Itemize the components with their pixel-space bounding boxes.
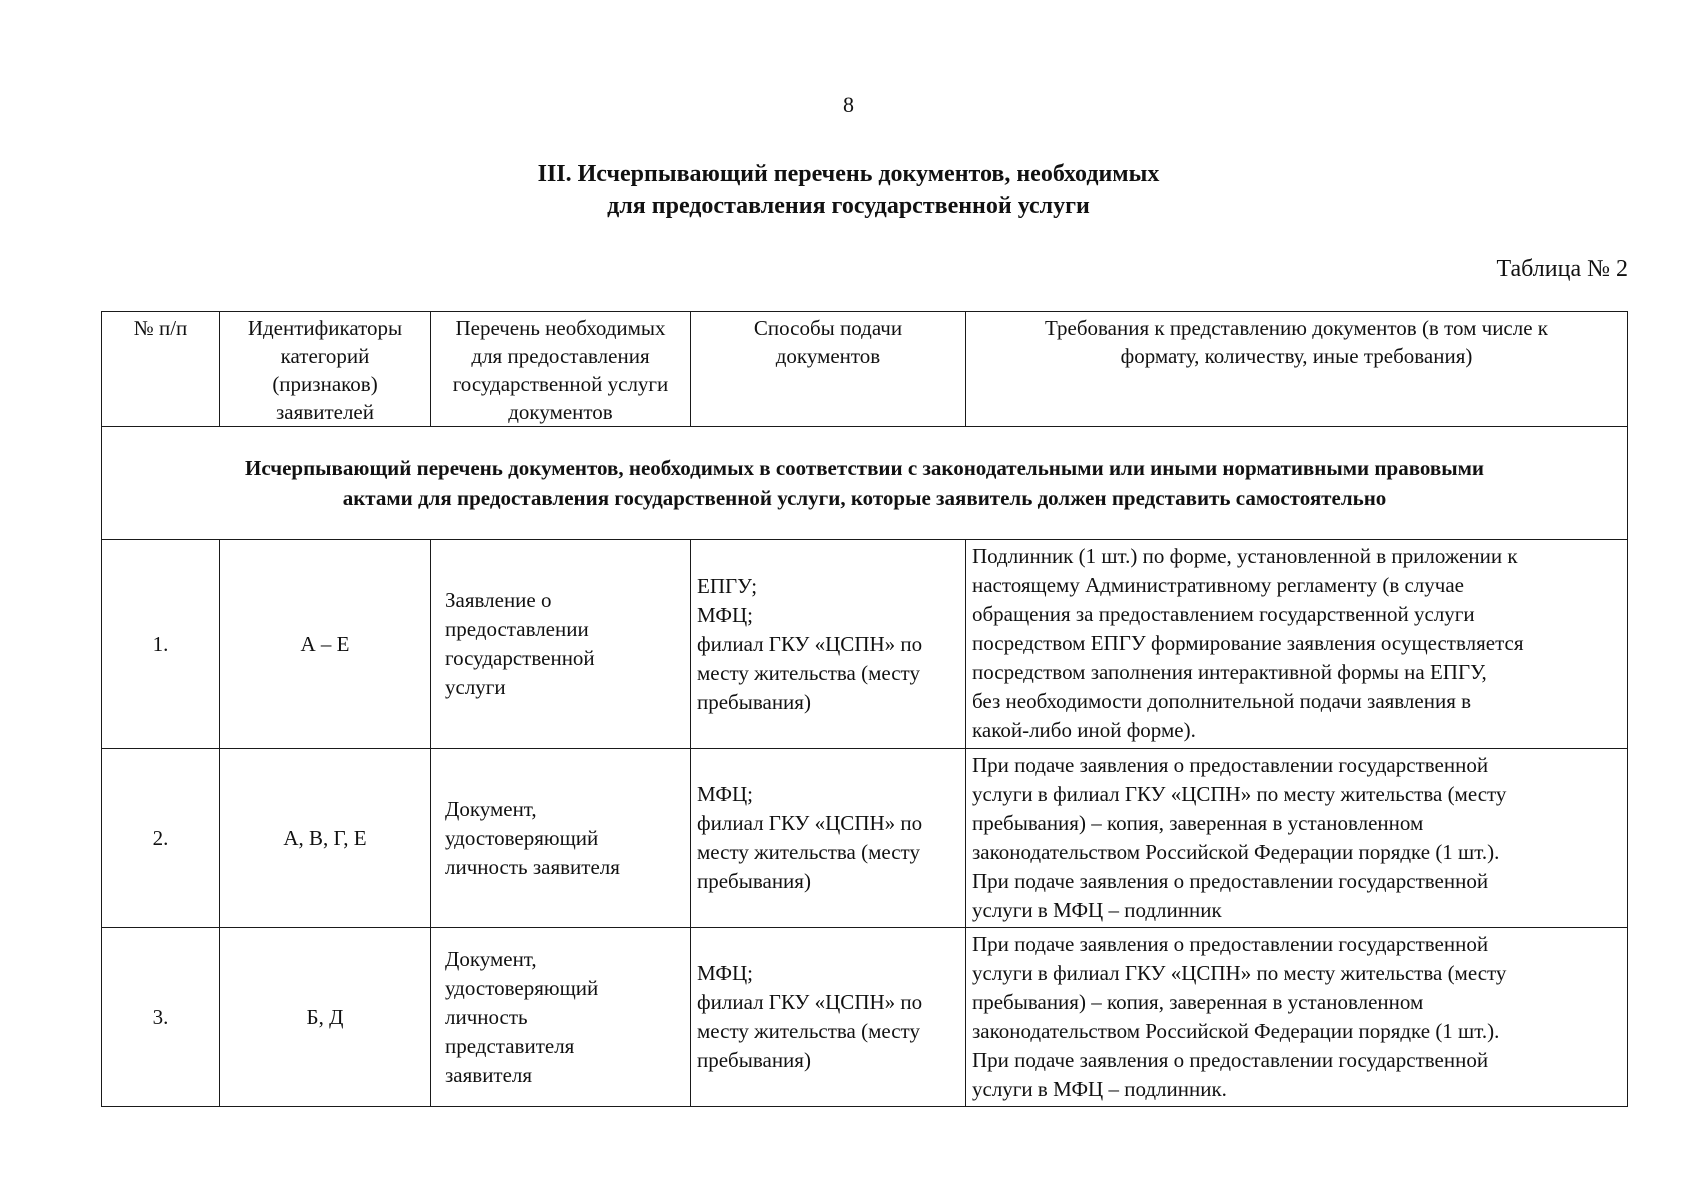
heading-line: для предоставления государственной услуги <box>607 193 1090 219</box>
row-categories: А, В, Г, Е <box>220 749 431 928</box>
row-document: Заявление о предоставлении государственной услуги <box>431 540 691 749</box>
row-methods: ЕПГУ; МФЦ; филиал ГКУ «ЦСПН» по месту жительства (месту пребывания) <box>691 540 966 749</box>
table-section-row <box>102 427 1628 540</box>
page-number: 8 <box>843 92 854 117</box>
row-requirements: При подаче заявления о предоставлении государственной услуги в филиал ГКУ «ЦСПН» по месту жительства (месту пребывания) – копия, заверенная в установленном законодательством Российской Федерации порядке (1 шт.). При подаче заявления о предоставлении государственной услуги в МФЦ – подлинник. <box>966 928 1628 1107</box>
row-categories: Б, Д <box>220 928 431 1107</box>
row-number: 1. <box>102 540 220 749</box>
row-document: Документ, удостоверяющий личность заявителя <box>431 749 691 928</box>
row-requirements: При подаче заявления о предоставлении государственной услуги в филиал ГКУ «ЦСПН» по месту жительства (месту пребывания) – копия, заверенная в установленном законодательством Российской Федерации порядке (1 шт.). При подаче заявления о предоставлении государственной услуги в МФЦ – подлинник <box>966 749 1628 928</box>
section-title: Исчерпывающий перечень документов, необходимых в соответствии с законодательными или иными нормативными правовыми актами для предоставления государственной услуги, которые заявитель должен представить самостоятельно <box>102 427 1628 540</box>
row-methods: МФЦ; филиал ГКУ «ЦСПН» по месту жительства (месту пребывания) <box>691 928 966 1107</box>
row-methods: МФЦ; филиал ГКУ «ЦСПН» по месту жительства (месту пребывания) <box>691 749 966 928</box>
row-document: Документ, удостоверяющий личность представителя заявителя <box>431 928 691 1107</box>
row-number: 2. <box>102 749 220 928</box>
table-caption: Таблица № 2 <box>1496 256 1628 282</box>
row-categories: А – Е <box>220 540 431 749</box>
header-cell-methods: Способы подачи документов <box>691 312 966 427</box>
header-cell-categories: Идентификаторы категорий (признаков) заявителей <box>220 312 431 427</box>
table-row <box>102 749 1628 928</box>
heading-line: III. Исчерпывающий перечень документов, необходимых <box>537 161 1160 187</box>
header-cell-requirements: Требования к представлению документов (в том числе к формату, количеству, иные требования) <box>966 312 1628 427</box>
table-row <box>102 540 1628 749</box>
table-header-row <box>102 312 1628 427</box>
section-heading <box>0 158 1697 222</box>
documents-table <box>101 311 1628 1107</box>
header-cell-documents: Перечень необходимых для предоставления государственной услуги документов <box>431 312 691 427</box>
row-number: 3. <box>102 928 220 1107</box>
header-cell-number: № п/п <box>102 312 220 427</box>
row-requirements: Подлинник (1 шт.) по форме, установленной в приложении к настоящему Административному регламенту (в случае обращения за предоставлением государственной услуги посредством ЕПГУ формирование заявления осуществляется посредством заполнения интерактивной формы на ЕПГУ, без необходимости дополнительной подачи заявления в какой-либо иной форме). <box>966 540 1628 749</box>
table-row <box>102 928 1628 1107</box>
